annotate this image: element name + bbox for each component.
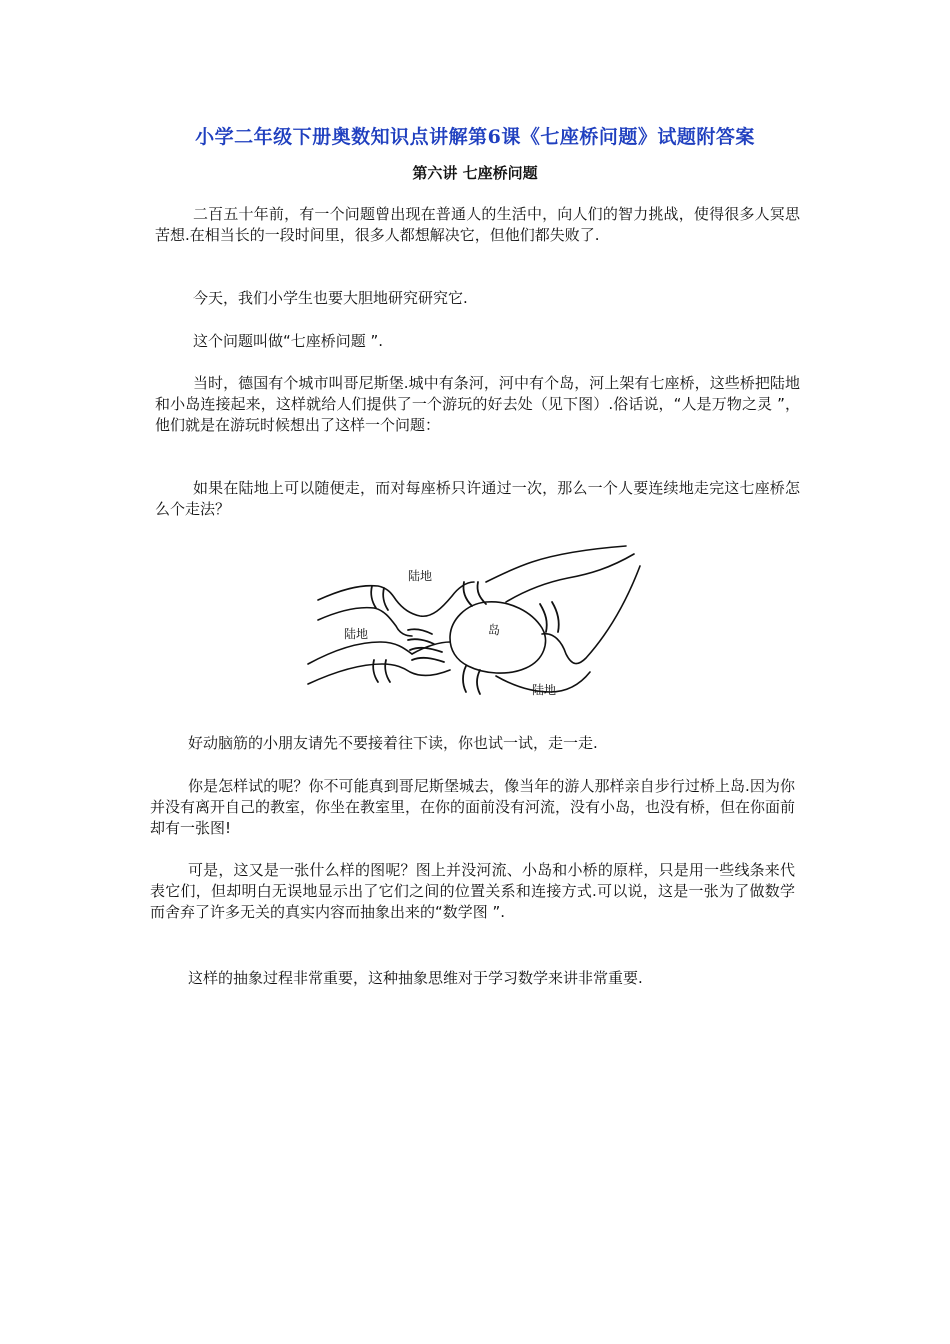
river-bank-upper-right bbox=[486, 546, 626, 582]
river-bank-lower-left bbox=[308, 642, 412, 664]
paragraph-try-it: 好动脑筋的小朋友请先不要接着往下读，你也试一试，走一走. bbox=[188, 734, 598, 752]
paragraph-question: 如果在陆地上可以随便走，而对每座桥只许通过一次，那么一个人要连续地走完这七座桥怎么个走法？ bbox=[155, 479, 800, 518]
paragraph-classroom: 你是怎样试的呢？你不可能真到哥尼斯堡城去，像当年的游人那样亲自步行过桥上岛.因为你并没有离开自己的教室，你坐在教室里，在你的面前没有河流，没有小岛，也没有桥，但在你面前却有一张图! bbox=[150, 777, 796, 837]
paragraph-history: 二百五十年前，有一个问题曾出现在普通人的生活中，向人们的智力挑战，使得很多人冥思苦想.在相当长的一段时间里，很多人都想解决它，但他们都失败了. bbox=[155, 205, 800, 244]
bridge-4 bbox=[410, 648, 444, 662]
lesson-subtitle: 第六讲 七座桥问题 bbox=[412, 164, 538, 182]
document-title: 小学二年级下册奥数知识点讲解第6课《七座桥问题》试题附答案 bbox=[195, 126, 755, 148]
paragraph-math-graph: 可是，这又是一张什么样的图呢？图上并没河流、小岛和小桥的原样，只是用一些线条来代表它们，但却明白无误地显示出了它们之间的位置关系和连接方式.可以说，这是一张为了做数学而舍弃了许多无关的真实内容而抽象出来的“数学图 ”. bbox=[150, 861, 795, 921]
label-land-bottom: 陆地 bbox=[532, 683, 557, 697]
river-bank-lower-left-2 bbox=[308, 664, 450, 684]
seven-bridges-map bbox=[300, 542, 650, 702]
seven-bridges-drawing bbox=[300, 542, 650, 702]
label-island: 岛 bbox=[488, 623, 501, 637]
island-outline bbox=[450, 602, 545, 673]
bridge-7 bbox=[540, 602, 559, 632]
label-land-left: 陆地 bbox=[344, 627, 369, 641]
paragraph-today: 今天，我们小学生也要大胆地研究研究它. bbox=[193, 289, 468, 307]
label-land-top: 陆地 bbox=[408, 569, 433, 583]
paragraph-konigsberg: 当时，德国有个城市叫哥尼斯堡.城中有条河，河中有个岛，河上架有七座桥，这些桥把陆地和小岛连接起来，这样就给人们提供了一个游玩的好去处（见下图）.俗话说，“人是万物之灵 ”，他们就是在游玩时候想出了这样一个问题： bbox=[155, 374, 800, 434]
paragraph-abstraction: 这样的抽象过程非常重要，这种抽象思维对于学习数学来讲非常重要. bbox=[188, 969, 643, 987]
river-bank-right bbox=[506, 554, 634, 602]
paragraph-problem-name: 这个问题叫做“七座桥问题 ”. bbox=[193, 332, 384, 350]
